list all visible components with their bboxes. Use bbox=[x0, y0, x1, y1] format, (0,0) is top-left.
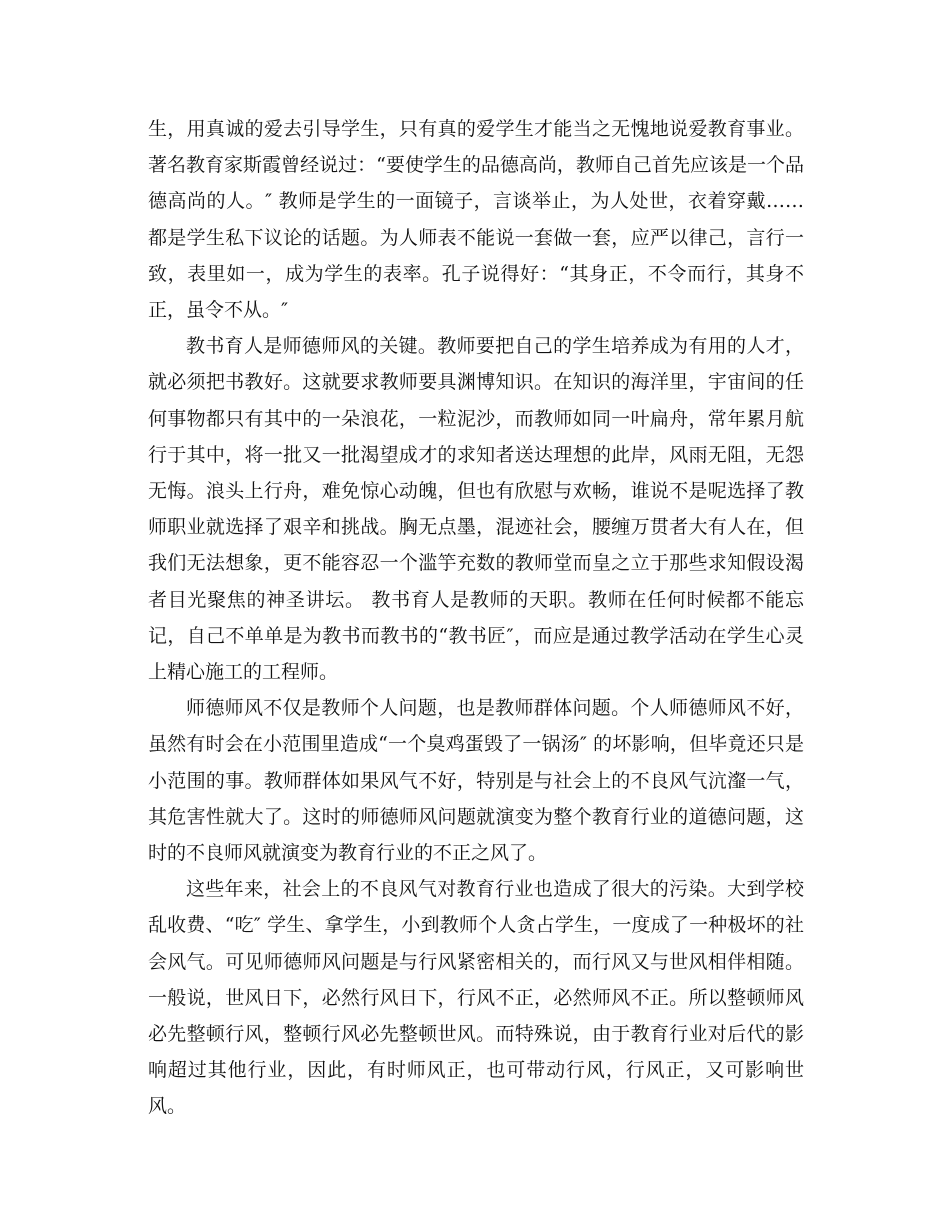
paragraph-social-climate: 这些年来，社会上的不良风气对教育行业也造成了很大的污染。大到学校乱收费、“吃″ 学生、拿学生，小到教师个人贪占学生，一度成了一种极坏的社会风气。可见师德师风问题是与行风紧密相关的，而行风又与世风相伴相随。一般说，世风日下，必然行风日下，行风不正，必然师风不正。所以整顿师风必先整顿行风，整顿行风必先整顿世风。而特殊说，由于教育行业对后代的影响超过其他行业，因此，有时师风正，也可带动行风，行风正，又可影响世风。 bbox=[148, 878, 804, 1118]
paragraph-teaching: 教书育人是师德师风的关键。教师要把自己的学生培养成为有用的人才，就必须把书教好。这就要求教师要具渊博知识。在知识的海洋里，宇宙间的任何事物都只有其中的一朵浪花，一粒泥沙，而教师如同一叶扁舟，常年累月航行于其中，将一批又一批渴望成才的求知者送达理想的此岸，风雨无阻，无怨无悔。浪头上行舟，难免惊心动魄，但也有欣慰与欢畅，谁说不是呢选择了教师职业就选择了艰辛和挑战。胸无点墨，混迹社会，腰缠万贯者大有人在，但我们无法想象，更不能容忍一个滥竽充数的教师堂而皇之立于那些求知假设渴者目光聚焦的神圣讲坛。 教书育人是教师的天职。教师在任何时候都不能忘记，自己不单单是为教书而教书的“教书匠″，而应是通过教学活动在学生心灵上精心施工的工程师。 bbox=[148, 335, 804, 684]
paragraph-collective: 师德师风不仅是教师个人问题，也是教师群体问题。个人师德师风不好，虽然有时会在小范围里造成“一个臭鸡蛋毁了一锅汤″ 的坏影响，但毕竟还只是小范围的事。教师群体如果风气不好，特别是与社会上的不良风气沆瀣一气，其危害性就大了。这时的师德师风问题就演变为整个教育行业的道德问题，这时的不良师风就演变为教育行业的不正之风了。 bbox=[148, 697, 804, 865]
document-body bbox=[148, 111, 804, 1125]
paragraph-continuation: 生，用真诚的爱去引导学生，只有真的爱学生才能当之无愧地说爱教育事业。著名教育家斯霞曾经说过：“要使学生的品德高尚，教师自己首先应该是一个品德高尚的人。″ 教师是学生的一面镜子，言谈举止，为人处世，衣着穿戴……都是学生私下议论的话题。为人师表不能说一套做一套，应严以律己，言行一致，表里如一，成为学生的表率。孔子说得好：“其身正，不令而行，其身不正，虽令不从。″ bbox=[148, 118, 804, 322]
